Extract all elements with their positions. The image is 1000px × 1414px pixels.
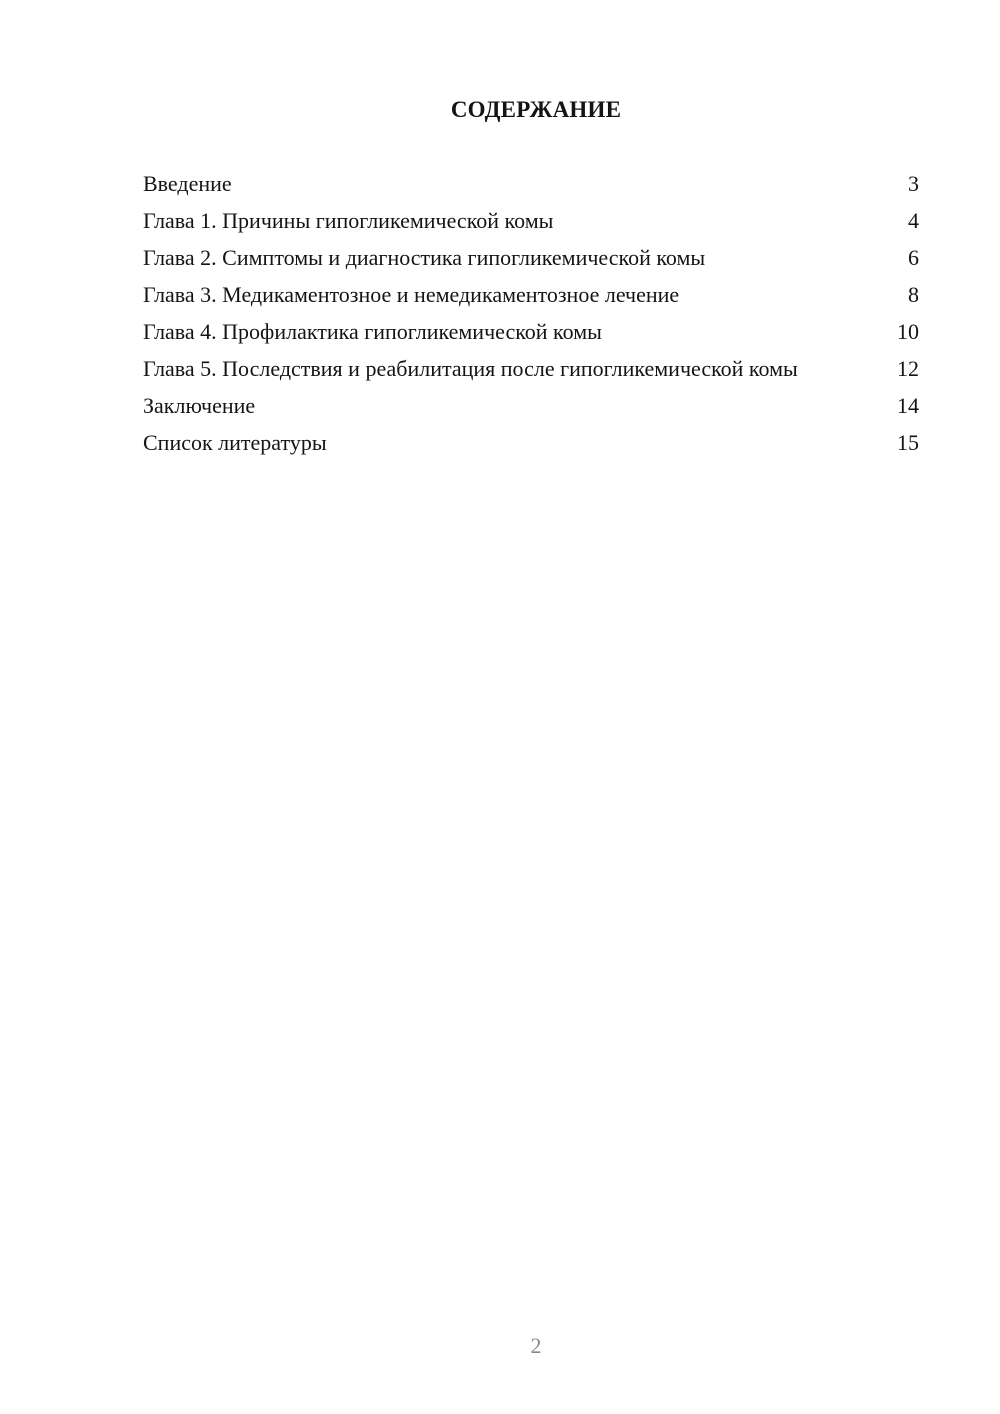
- toc-entry-chapter-5[interactable]: [143, 355, 919, 382]
- toc-entry-page: 3: [908, 171, 919, 196]
- table-of-contents: [143, 170, 919, 466]
- toc-entry-label: Глава 4. Профилактика гипогликемической комы: [143, 319, 602, 344]
- page-number: 2: [530, 1333, 542, 1358]
- toc-entry-label: Глава 1. Причины гипогликемической комы: [143, 208, 554, 233]
- toc-entry-page: 6: [908, 245, 919, 270]
- toc-entry-bibliography[interactable]: [143, 429, 919, 456]
- page-title: СОДЕРЖАНИЕ: [450, 97, 622, 122]
- toc-entry-page: 12: [897, 356, 919, 381]
- toc-entry-label: Список литературы: [143, 430, 327, 455]
- toc-entry-page: 8: [908, 282, 919, 307]
- toc-entry-conclusion[interactable]: [143, 392, 919, 419]
- toc-entry-label: Глава 2. Симптомы и диагностика гипогликемической комы: [143, 245, 706, 270]
- toc-entry-chapter-3[interactable]: [143, 281, 919, 308]
- toc-entry-label: Глава 3. Медикаментозное и немедикаментозное лечение: [143, 282, 680, 307]
- toc-entry-label: Глава 5. Последствия и реабилитация после гипогликемической комы: [143, 356, 798, 381]
- toc-entry-chapter-1[interactable]: [143, 207, 919, 234]
- toc-entry-page: 15: [897, 430, 919, 455]
- toc-entry-introduction[interactable]: [143, 170, 919, 197]
- toc-entry-chapter-4[interactable]: [143, 318, 919, 345]
- toc-entry-label: Заключение: [143, 393, 256, 418]
- toc-entry-chapter-2[interactable]: [143, 244, 919, 271]
- toc-entry-label: Введение: [143, 171, 232, 196]
- toc-entry-page: 10: [897, 319, 919, 344]
- toc-entry-page: 14: [897, 393, 919, 418]
- toc-entry-page: 4: [908, 208, 919, 233]
